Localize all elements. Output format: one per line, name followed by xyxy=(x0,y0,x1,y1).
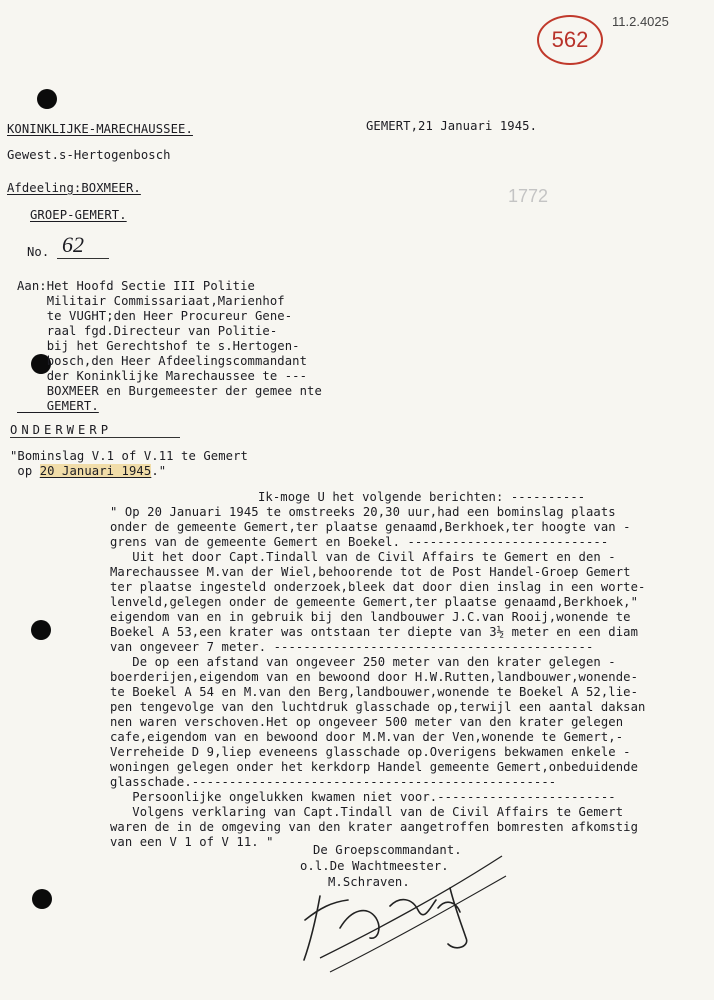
body-line: Persoonlijke ongelukken kwamen niet voor.------------------------ xyxy=(110,790,616,804)
body-line: boerderijen,eigendom van en bewoond door H.W.Rutten,landbouwer,wonende- xyxy=(110,670,639,684)
body-line: nen waren verschoven.Het op ongeveer 500 meter van den krater gelegen xyxy=(110,715,624,729)
body-line: te Boekel A 54 en M.van den Berg,landbouwer,wonende te Boekel A 52,lie- xyxy=(110,685,639,699)
afdeeling-line: Afdeeling:BOXMEER. xyxy=(7,181,141,195)
organization-name: KONINKLIJKE-MARECHAUSSEE. xyxy=(7,122,193,136)
gewest-line: Gewest.s-Hertogenbosch xyxy=(7,148,171,162)
closing-line: M.Schraven. xyxy=(328,875,410,889)
body-line: onder de gemeente Gemert,ter plaatse genaamd,Berkhoek,ter hoogte van - xyxy=(110,520,631,534)
punch-hole xyxy=(32,889,52,909)
punch-hole xyxy=(37,89,57,109)
body-line: waren de in de omgeving van den krater aangetroffen bomresten afkomstig xyxy=(110,820,639,834)
body-line: Verreheide D 9,liep eveneens glasschade op.Overigens bekwamen enkele - xyxy=(110,745,631,759)
number-label: No. xyxy=(27,245,50,259)
groep-line: GROEP-GEMERT. xyxy=(30,208,127,222)
archive-stamp: 562 xyxy=(537,15,603,65)
subject-underline xyxy=(10,437,180,438)
subject-line: op 20 Januari 1945." xyxy=(10,464,167,478)
punch-hole xyxy=(31,620,51,640)
subject-date-highlight: 20 Januari 1945 xyxy=(39,464,152,478)
body-line: Marechaussee M.van der Wiel,behoorende tot de Post Handel-Groep Gemert xyxy=(110,565,631,579)
body-line: glasschade.------------------------------------------------- xyxy=(110,775,557,789)
address-line: te VUGHT;den Heer Procureur Gene- xyxy=(17,309,293,323)
body-line: eigendom van en in gebruik bij den landbouwer J.C.van Rooij,wonende te xyxy=(110,610,631,624)
number-underline xyxy=(57,258,109,259)
body-line: pen tengevolge van den luchtdruk glasschade op,terwijl een aantal daksan xyxy=(110,700,646,714)
body-line: van een V 1 of V 11. " xyxy=(110,835,274,849)
body-line: ter plaatse ingesteld onderzoek,bleek dat door dien inslag in een worte- xyxy=(110,580,646,594)
subject-label: ONDERWERP xyxy=(10,423,113,437)
archive-reference: 11.2.4025 xyxy=(612,14,669,29)
body-line: " Op 20 Januari 1945 te omstreeks 20,30 uur,had een bominslag plaats xyxy=(110,505,616,519)
address-line: bosch,den Heer Afdeelingscommandant xyxy=(17,354,308,368)
address-line: BOXMEER en Burgemeester der gemee nte xyxy=(17,384,322,398)
body-line: Ik-moge U het volgende berichten: ---------- xyxy=(258,490,586,504)
address-line: raal fgd.Directeur van Politie- xyxy=(17,324,278,338)
place-date: GEMERT,21 Januari 1945. xyxy=(366,119,538,133)
body-line: cafe,eigendom van en bewoond door M.M.van der Ven,wonende te Gemert,- xyxy=(110,730,624,744)
body-line: De op een afstand van ongeveer 250 meter van den krater gelegen - xyxy=(110,655,616,669)
body-line: Volgens verklaring van Capt.Tindall van de Civil Affairs te Gemert xyxy=(110,805,624,819)
body-line: Boekel A 53,een krater was ontstaan ter diepte van 3½ meter en een diam xyxy=(110,625,639,639)
address-line: Militair Commissariaat,Marienhof xyxy=(17,294,285,308)
closing-line: o.l.De Wachtmeester. xyxy=(300,859,449,873)
body-line: van ongeveer 7 meter. ------------------------------------------- xyxy=(110,640,594,654)
subject-line: "Bominslag V.1 of V.11 te Gemert xyxy=(10,449,248,463)
handwritten-signature xyxy=(280,848,510,978)
pencil-mark: 1772 xyxy=(508,186,549,206)
address-line: bij het Gerechtshof te s.Hertogen- xyxy=(17,339,300,353)
handwritten-number: 62 xyxy=(62,232,84,257)
body-line: lenveld,gelegen onder de gemeente Gemert,ter plaatse genaamd,Berkhoek," xyxy=(110,595,639,609)
body-line: woningen gelegen onder het kerkdorp Handel gemeente Gemert,onbeduidende xyxy=(110,760,639,774)
body-line: Uit het door Capt.Tindall van de Civil Affairs te Gemert en den - xyxy=(110,550,616,564)
address-line: GEMERT. xyxy=(17,399,99,413)
closing-line: De Groepscommandant. xyxy=(313,843,462,857)
address-line: der Koninklijke Marechaussee te --- xyxy=(17,369,308,383)
address-line: Aan:Het Hoofd Sectie III Politie xyxy=(17,279,255,293)
body-line: grens van de gemeente Gemert en Boekel. --------------------------- xyxy=(110,535,609,549)
